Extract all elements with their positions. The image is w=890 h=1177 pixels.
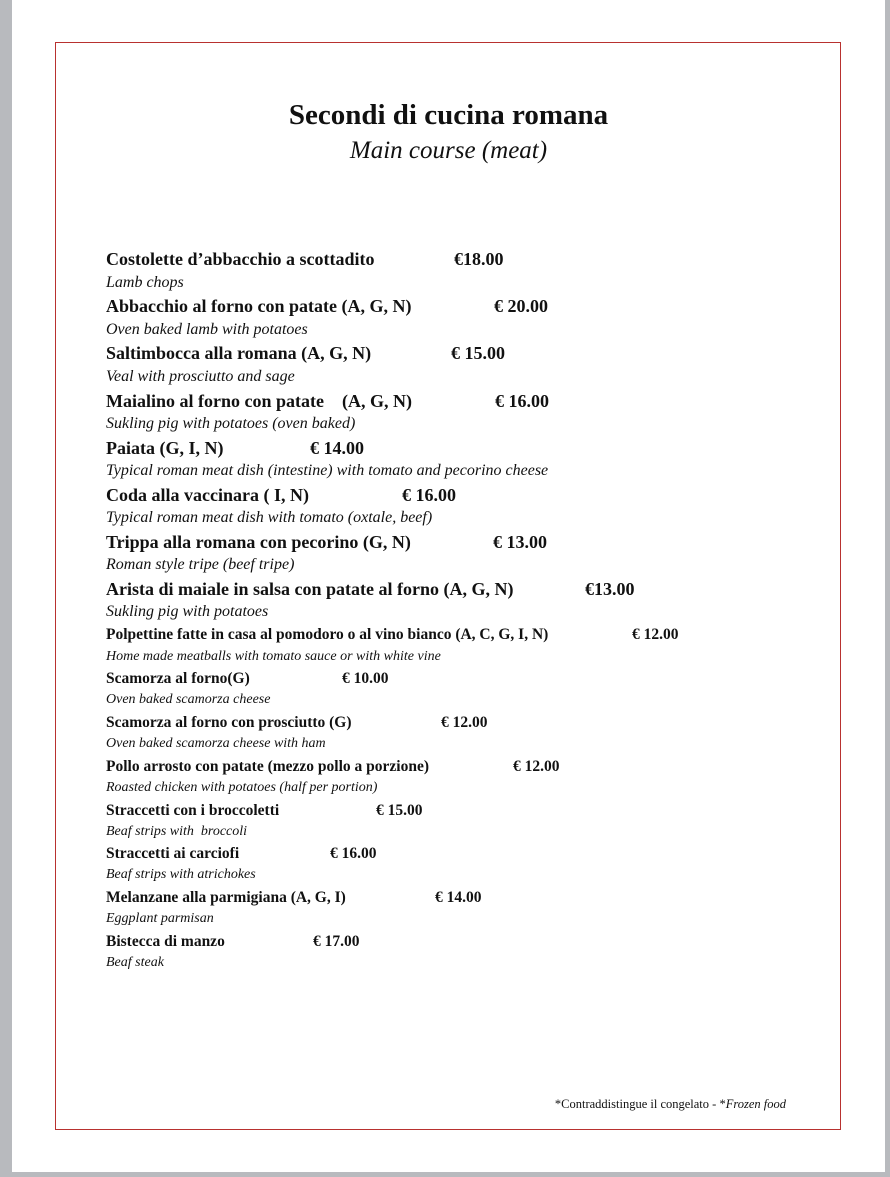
menu-item-price: € 10.00 xyxy=(342,670,389,687)
menu-item-name: Melanzane alla parmigiana (A, G, I) xyxy=(106,889,346,906)
menu-item-description: Sukling pig with potatoes xyxy=(106,603,269,620)
menu-item-name: Polpettine fatte in casa al pomodoro o al vino bianco (A, C, G, I, N) xyxy=(106,626,549,643)
menu-item-description: Roasted chicken with potatoes (half per portion) xyxy=(106,780,378,795)
menu-item-name: Pollo arrosto con patate (mezzo pollo a porzione) xyxy=(106,758,429,775)
menu-item-name: Straccetti ai carciofi xyxy=(106,845,240,862)
menu-item-description: Typical roman meat dish with tomato (oxtale, beef) xyxy=(106,509,433,526)
menu-item-name: Trippa alla romana con pecorino (G, N) xyxy=(106,532,411,552)
menu-item-name: Costolette d’abbacchio a scottadito xyxy=(106,249,375,269)
footnote-english: Frozen food xyxy=(725,1097,786,1111)
menu-item-description: Typical roman meat dish (intestine) with tomato and pecorino cheese xyxy=(106,462,549,479)
menu-item-price: € 16.00 xyxy=(330,845,377,862)
menu-item-price: € 15.00 xyxy=(376,802,423,819)
menu-item-name: Bistecca di manzo xyxy=(106,933,225,950)
menu-item-description: Oven baked lamb with potatoes xyxy=(106,321,308,338)
menu-item-name: Coda alla vaccinara ( I, N) xyxy=(106,485,309,505)
menu-item-price: € 14.00 xyxy=(435,889,482,906)
menu-item-price: € 12.00 xyxy=(441,714,488,731)
menu-page xyxy=(12,0,885,1172)
menu-item-price: € 16.00 xyxy=(495,391,549,411)
page-subtitle: Main course (meat) xyxy=(349,137,548,164)
menu-item-price: € 12.00 xyxy=(632,626,679,643)
menu-item-price: € 13.00 xyxy=(493,532,547,552)
menu-item-name: Paiata (G, I, N) xyxy=(106,438,224,458)
menu-item-name: Saltimbocca alla romana (A, G, N) xyxy=(106,343,372,363)
menu-item-description: Eggplant parmisan xyxy=(106,911,214,926)
menu-item-description: Beaf steak xyxy=(106,955,164,970)
footnote-italian: *Contraddistingue il congelato - * xyxy=(554,1097,726,1111)
menu-item-price: € 14.00 xyxy=(310,438,364,458)
menu-item-description: Roman style tripe (beef tripe) xyxy=(106,556,295,573)
menu-item-price: € 20.00 xyxy=(494,296,548,316)
menu-item-price: € 16.00 xyxy=(402,485,456,505)
menu-item-name: Scamorza al forno(G) xyxy=(106,670,250,687)
menu-item-description: Beaf strips with atrichokes xyxy=(106,867,256,882)
menu-item-description: Sukling pig with potatoes (oven baked) xyxy=(106,415,356,432)
page-title: Secondi di cucina romana xyxy=(288,99,609,131)
footnote xyxy=(555,1097,786,1112)
menu-item-name: Maialino al forno con patate (A, G, N) xyxy=(106,391,412,411)
menu-item-description: Beaf strips with broccoli xyxy=(106,824,248,839)
menu-item-price: €13.00 xyxy=(585,579,635,599)
menu-item-price: € 12.00 xyxy=(513,758,560,775)
menu-item-description: Lamb chops xyxy=(106,274,184,291)
menu-item-name: Abbacchio al forno con patate (A, G, N) xyxy=(106,296,412,316)
menu-item-price: € 15.00 xyxy=(451,343,505,363)
menu-item-description: Home made meatballs with tomato sauce or with white vine xyxy=(106,649,441,664)
menu-item-description: Oven baked scamorza cheese with ham xyxy=(106,736,326,751)
menu-item-price: €18.00 xyxy=(454,249,504,269)
menu-item-price: € 17.00 xyxy=(313,933,360,950)
menu-item-name: Straccetti con i broccoletti xyxy=(106,802,280,819)
menu-item-description: Oven baked scamorza cheese xyxy=(106,692,271,707)
menu-item-description: Veal with prosciutto and sage xyxy=(106,368,295,385)
menu-item-name: Arista di maiale in salsa con patate al forno (A, G, N) xyxy=(106,579,514,599)
menu-item-name: Scamorza al forno con prosciutto (G) xyxy=(106,714,352,731)
